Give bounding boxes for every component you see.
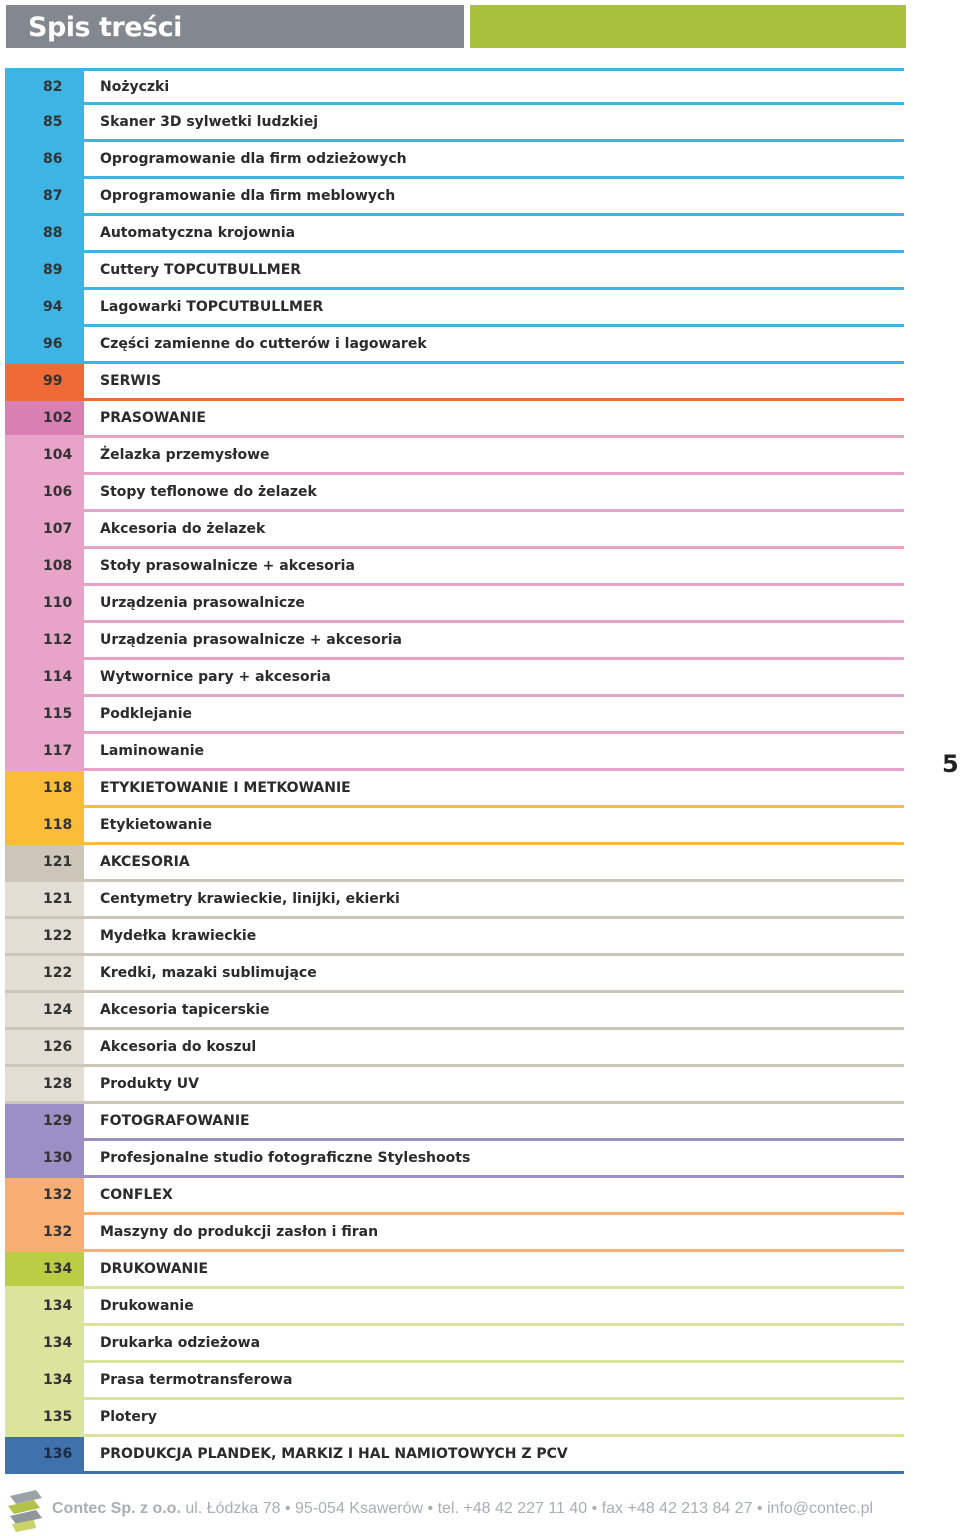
toc-entry-title: Akcesoria do żelazek	[100, 521, 266, 537]
toc-page-cell	[5, 71, 84, 102]
toc-page-cell	[5, 586, 84, 620]
toc-page-cell	[5, 845, 84, 879]
toc-entry-title: Urządzenia prasowalnicze	[100, 595, 305, 611]
toc-page-number: 85	[43, 114, 63, 130]
toc-entry-title: Centymetry krawieckie, linijki, ekierki	[100, 891, 400, 907]
toc-page-number: 106	[43, 484, 73, 500]
toc-page-number: 121	[43, 854, 73, 870]
toc-page-number: 136	[43, 1446, 73, 1462]
toc-page-number: 86	[43, 151, 63, 167]
toc-page-number: 134	[43, 1335, 73, 1351]
toc-entry-title: Kredki, mazaki sublimujące	[100, 965, 317, 981]
toc-row[interactable]	[5, 919, 904, 956]
toc-row[interactable]	[5, 586, 904, 623]
toc-page-number: 117	[43, 743, 73, 759]
toc-page-number: 134	[43, 1372, 73, 1388]
toc-entry-title: Stopy teflonowe do żelazek	[100, 484, 317, 500]
toc-entry-title: AKCESORIA	[100, 854, 190, 870]
toc-entry-title: Drukarka odzieżowa	[100, 1335, 261, 1351]
toc-entry-title: Drukowanie	[100, 1298, 194, 1314]
toc-page-cell	[5, 1289, 84, 1323]
toc-page-cell	[5, 1400, 84, 1434]
toc-entry-title: Oprogramowanie dla firm odzieżowych	[100, 151, 407, 167]
toc-page-number: 130	[43, 1150, 73, 1166]
toc-page-cell	[5, 216, 84, 250]
toc-entry-title: Podklejanie	[100, 706, 193, 722]
toc-page-cell	[5, 956, 84, 990]
toc-row[interactable]	[5, 290, 904, 327]
toc-page-cell	[5, 734, 84, 768]
toc-page-cell	[5, 1252, 84, 1286]
toc-page-cell	[5, 327, 84, 361]
toc-page-cell	[5, 438, 84, 472]
toc-page-number: 115	[43, 706, 73, 722]
toc-page-cell	[5, 401, 84, 435]
toc-page-number: 94	[43, 299, 63, 315]
toc-row[interactable]	[5, 1215, 904, 1252]
toc-page-cell	[5, 1363, 84, 1397]
toc-page-number: 132	[43, 1224, 73, 1240]
toc-page-number: 121	[43, 891, 73, 907]
toc-page-number: 102	[43, 410, 73, 426]
toc-entry-title: Akcesoria do koszul	[100, 1039, 257, 1055]
toc-entry-title: Części zamienne do cutterów i lagowarek	[100, 336, 427, 352]
toc-page-cell	[5, 512, 84, 546]
toc-page-number: 118	[43, 817, 73, 833]
toc-page-cell	[5, 1067, 84, 1101]
toc-row[interactable]	[5, 1030, 904, 1067]
toc-entry-title: Lagowarki TOPCUTBULLMER	[100, 299, 324, 315]
toc-page-cell	[5, 993, 84, 1027]
toc-page-number: 122	[43, 928, 73, 944]
toc-page-cell	[5, 1030, 84, 1064]
toc-page-number: 126	[43, 1039, 73, 1055]
toc-page-cell	[5, 290, 84, 324]
toc-entry-title: Oprogramowanie dla firm meblowych	[100, 188, 396, 204]
toc-row[interactable]	[5, 1067, 904, 1104]
contec-logo-icon	[6, 1488, 46, 1532]
toc-row[interactable]	[5, 771, 904, 808]
toc-page-cell	[5, 882, 84, 916]
toc-row[interactable]	[5, 882, 904, 919]
toc-row[interactable]	[5, 1178, 904, 1215]
toc-entry-title: Profesjonalne studio fotograficzne Styleshoots	[100, 1150, 471, 1166]
toc-row[interactable]	[5, 1289, 904, 1326]
toc-row[interactable]	[5, 808, 904, 845]
header-title-bar	[6, 5, 464, 48]
toc-row[interactable]	[5, 734, 904, 771]
toc-row[interactable]	[5, 68, 904, 105]
toc-entry-title: Urządzenia prasowalnicze + akcesoria	[100, 632, 402, 648]
toc-entry-title: Mydełka krawieckie	[100, 928, 257, 944]
toc-page-number: 88	[43, 225, 63, 241]
toc-page-number: 134	[43, 1261, 73, 1277]
toc-page-number: 132	[43, 1187, 73, 1203]
toc-row[interactable]	[5, 956, 904, 993]
toc-entry-title: PRASOWANIE	[100, 410, 206, 426]
toc-page-cell	[5, 1326, 84, 1360]
toc-page-number: 124	[43, 1002, 73, 1018]
toc-entry-title: Plotery	[100, 1409, 157, 1425]
toc-entry-title: Prasa termotransferowa	[100, 1372, 293, 1388]
toc-page-cell	[5, 1215, 84, 1249]
toc-entry-title: CONFLEX	[100, 1187, 173, 1203]
toc-page-number: 104	[43, 447, 73, 463]
toc-page-number: 99	[43, 373, 63, 389]
toc-page-number: 96	[43, 336, 63, 352]
toc-row[interactable]	[5, 660, 904, 697]
toc-page-cell	[5, 1141, 84, 1175]
toc-page-cell	[5, 697, 84, 731]
toc-row[interactable]	[5, 512, 904, 549]
toc-row[interactable]	[5, 327, 904, 364]
toc-row[interactable]	[5, 697, 904, 734]
toc-row[interactable]	[5, 179, 904, 216]
toc-row[interactable]	[5, 253, 904, 290]
toc-page-number: 128	[43, 1076, 73, 1092]
table-of-contents	[5, 68, 904, 1474]
toc-entry-title: FOTOGRAFOWANIE	[100, 1113, 250, 1129]
toc-row[interactable]	[5, 1437, 904, 1474]
toc-page-number: 129	[43, 1113, 73, 1129]
company-address: ul. Łódzka 78 • 95-054 Ksawerów • tel. +48 42 227 11 40 • fax +48 42 213 84 27 • info@contec.pl	[185, 1500, 874, 1517]
toc-page-number: 87	[43, 188, 63, 204]
toc-page-cell	[5, 1437, 84, 1471]
toc-entry-title: Stoły prasowalnicze + akcesoria	[100, 558, 355, 574]
company-name: Contec Sp. z o.o.	[52, 1500, 181, 1517]
toc-page-cell	[5, 142, 84, 176]
toc-entry-title: Automatyczna krojownia	[100, 225, 296, 241]
toc-entry-title: Maszyny do produkcji zasłon i firan	[100, 1224, 379, 1240]
toc-row[interactable]	[5, 993, 904, 1030]
toc-page-number: 122	[43, 965, 73, 981]
footer	[0, 1484, 960, 1536]
toc-entry-title: Akcesoria tapicerskie	[100, 1002, 270, 1018]
toc-page-cell	[5, 623, 84, 657]
toc-page-cell	[5, 1104, 84, 1138]
toc-row[interactable]	[5, 1400, 904, 1437]
toc-row[interactable]	[5, 401, 904, 438]
toc-row[interactable]	[5, 1252, 904, 1289]
toc-page-number: 118	[43, 780, 73, 796]
toc-entry-title: Skaner 3D sylwetki ludzkiej	[100, 114, 319, 130]
toc-page-number: 112	[43, 632, 73, 648]
toc-row[interactable]	[5, 1326, 904, 1363]
toc-page-cell	[5, 808, 84, 842]
toc-page-cell	[5, 105, 84, 139]
toc-entry-title: Żelazka przemysłowe	[100, 447, 270, 463]
toc-row[interactable]	[5, 364, 904, 401]
toc-page-number: 114	[43, 669, 73, 685]
toc-entry-title: ETYKIETOWANIE I METKOWANIE	[100, 780, 351, 796]
toc-entry-title: Laminowanie	[100, 743, 204, 759]
page-title: Spis treści	[28, 12, 182, 43]
toc-page-cell	[5, 919, 84, 953]
page-number: 5	[942, 750, 959, 778]
toc-page-number: 110	[43, 595, 73, 611]
toc-row[interactable]	[5, 142, 904, 179]
toc-row[interactable]	[5, 475, 904, 512]
toc-row[interactable]	[5, 1141, 904, 1178]
toc-entry-title: Etykietowanie	[100, 817, 212, 833]
toc-page-cell	[5, 364, 84, 398]
toc-row[interactable]	[5, 623, 904, 660]
header-accent-bar	[470, 5, 906, 48]
footer-contact	[52, 1500, 873, 1518]
toc-page-cell	[5, 549, 84, 583]
toc-page-number: 82	[43, 78, 63, 95]
toc-page-number: 89	[43, 262, 63, 278]
toc-entry-title: PRODUKCJA PLANDEK, MARKIZ I HAL NAMIOTOWYCH Z PCV	[100, 1446, 568, 1462]
toc-entry-title: Cuttery TOPCUTBULLMER	[100, 262, 302, 278]
toc-entry-title: DRUKOWANIE	[100, 1261, 209, 1277]
toc-page-number: 135	[43, 1409, 73, 1425]
toc-row[interactable]	[5, 105, 904, 142]
toc-page-cell	[5, 475, 84, 509]
toc-entry-title: Produkty UV	[100, 1076, 199, 1092]
toc-row[interactable]	[5, 1363, 904, 1400]
toc-row[interactable]	[5, 438, 904, 475]
toc-entry-title: Wytwornice pary + akcesoria	[100, 669, 331, 685]
toc-row[interactable]	[5, 549, 904, 586]
toc-page-cell	[5, 1178, 84, 1212]
toc-row[interactable]	[5, 845, 904, 882]
toc-page-number: 108	[43, 558, 73, 574]
toc-row[interactable]	[5, 1104, 904, 1141]
toc-page-number: 134	[43, 1298, 73, 1314]
toc-page-cell	[5, 253, 84, 287]
toc-page-cell	[5, 179, 84, 213]
toc-entry-title: SERWIS	[100, 373, 162, 389]
toc-row[interactable]	[5, 216, 904, 253]
toc-entry-title: Nożyczki	[100, 78, 170, 95]
toc-page-cell	[5, 660, 84, 694]
toc-page-number: 107	[43, 521, 73, 537]
toc-page-cell	[5, 771, 84, 805]
